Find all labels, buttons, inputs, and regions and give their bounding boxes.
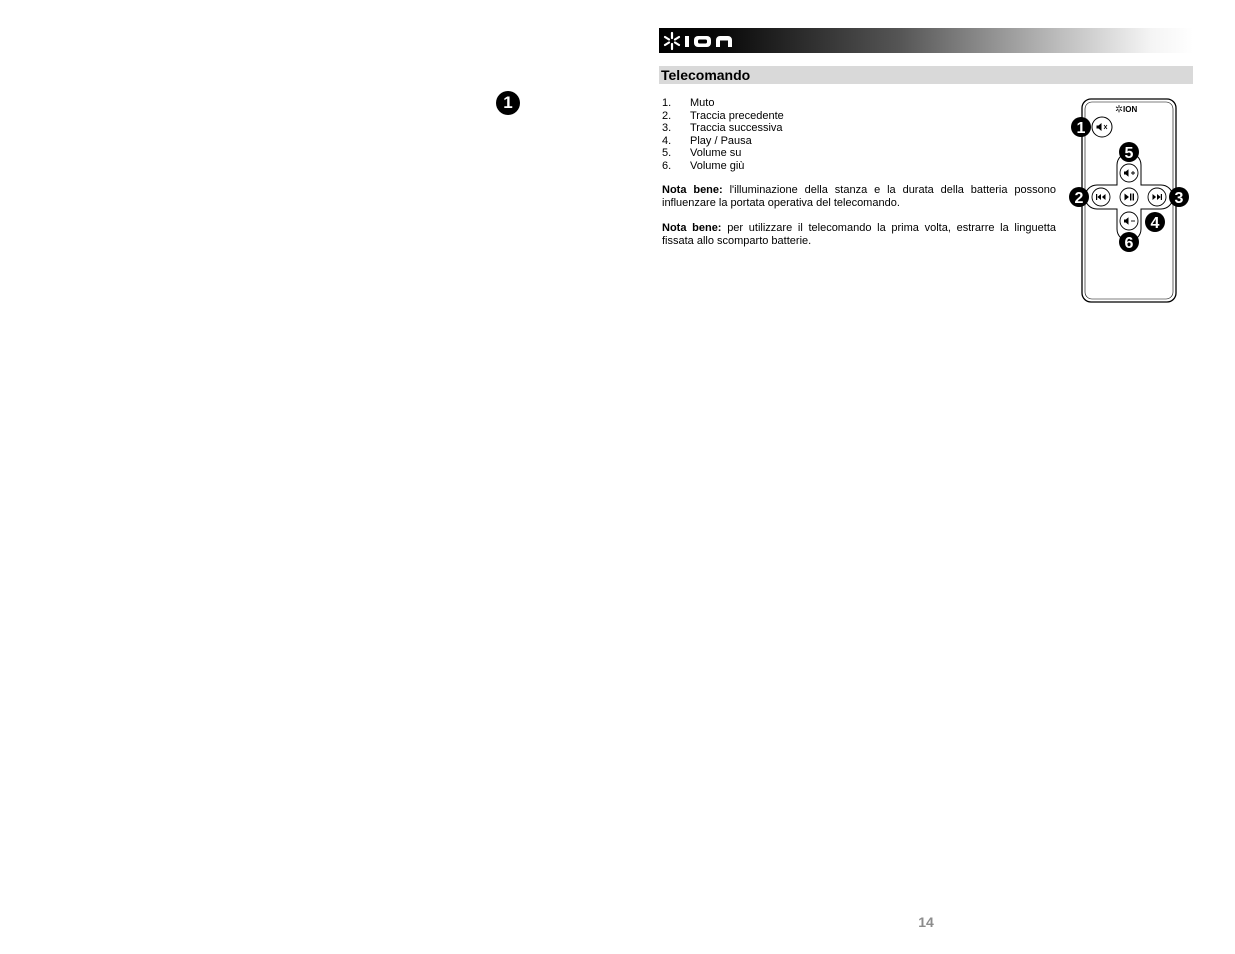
list-item-label: Volume giù [690, 159, 745, 172]
volume-down-button [1120, 212, 1138, 230]
remote-function-list [662, 97, 784, 172]
brand-header-bar [659, 28, 1193, 53]
list-item [662, 110, 784, 123]
callout-badge [1069, 187, 1089, 207]
svg-text:2: 2 [1074, 190, 1084, 207]
remote-logo-text: ION [1123, 105, 1138, 114]
list-item-label: Traccia precedente [690, 109, 784, 122]
list-item [662, 135, 784, 148]
svg-text:4: 4 [1150, 215, 1160, 232]
next-track-button [1148, 188, 1166, 206]
callout-badge [1071, 117, 1091, 137]
list-item [662, 122, 784, 135]
remote-control-illustration [1066, 96, 1192, 306]
svg-text:3: 3 [1174, 190, 1184, 207]
svg-text:1: 1 [1076, 120, 1086, 137]
list-item-label: Volume su [690, 147, 742, 159]
note-text: per utilizzare il telecomando la prima volta, estrarre la linguetta fissata allo scomparto batterie. [662, 222, 1057, 247]
mute-button [1092, 117, 1112, 137]
list-item-number: 2. [662, 109, 672, 122]
list-item-number: 3. [662, 122, 672, 134]
note-text: l'illuminazione della stanza e la durata della batteria possono influenzare la portata operativa del telecomando. [662, 184, 1056, 209]
page-number: 14 [918, 914, 934, 930]
list-item [662, 160, 784, 173]
note-range [662, 184, 1056, 210]
ion-logo [663, 31, 743, 51]
list-item-number: 1. [662, 97, 672, 109]
list-item [662, 97, 784, 110]
list-item-label: Muto [690, 97, 715, 109]
section-title: Telecomando [659, 66, 1193, 84]
stray-number-badge: 1 [496, 91, 520, 115]
volume-up-button [1120, 164, 1138, 182]
callout-badge [1169, 187, 1189, 207]
previous-track-button [1092, 188, 1110, 206]
list-item-label: Play / Pausa [690, 134, 752, 147]
list-item-label: Traccia successiva [690, 122, 783, 134]
note-label: Nota bene: [662, 184, 723, 196]
callout-badge [1119, 232, 1139, 252]
list-item [662, 147, 784, 160]
svg-text:5: 5 [1124, 145, 1134, 162]
callout-badge [1119, 142, 1139, 162]
note-battery-tab [662, 222, 1056, 248]
play-pause-button [1120, 188, 1138, 206]
note-label: Nota bene: [662, 222, 722, 234]
list-item-number: 6. [662, 159, 672, 172]
callout-badge [1145, 212, 1165, 232]
svg-text:6: 6 [1124, 235, 1134, 252]
list-item-number: 4. [662, 134, 672, 147]
list-item-number: 5. [662, 147, 672, 159]
